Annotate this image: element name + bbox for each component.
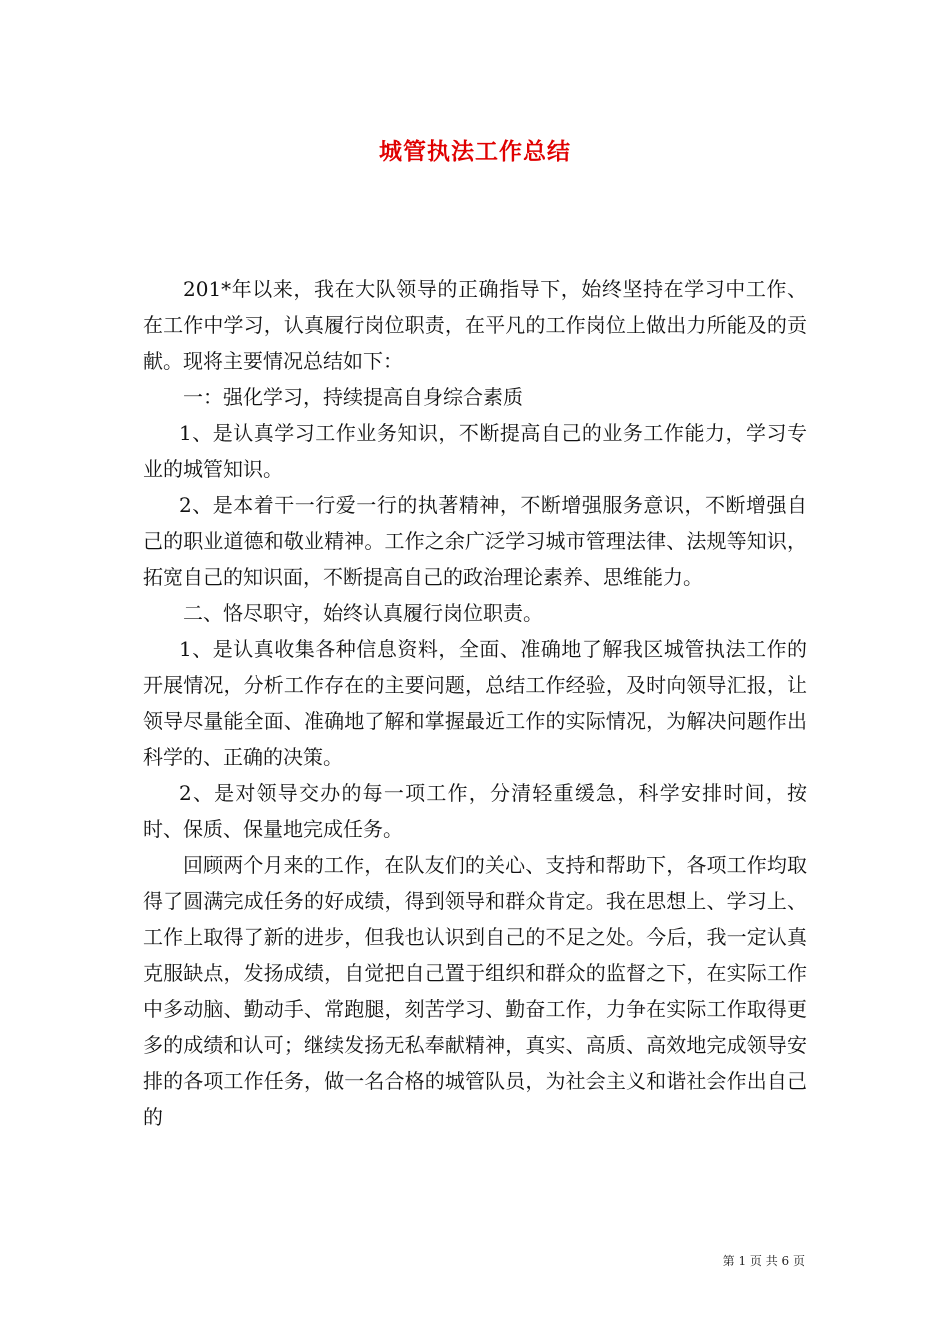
section-heading-1: 一：强化学习，持续提高自身综合素质 bbox=[183, 385, 523, 409]
paragraph-1-1: 1、是认真学习工作业务知识，不断提高自己的业务工作能力，学习专业的城管知识。 bbox=[143, 421, 807, 481]
paragraph-1-2: 2、是本着干一行爱一行的执著精神，不断增强服务意识，不断增强自己的职业道德和敬业精神。工作之余广泛学习城市管理法律、法规等知识，拓宽自己的知识面，不断提高自己的政治理论素养、思维能力。 bbox=[143, 493, 807, 589]
document-title: 城管执法工作总结 bbox=[379, 138, 571, 165]
section-heading-2: 二、恪尽职守，始终认真履行岗位职责。 bbox=[183, 601, 543, 625]
document-body bbox=[143, 271, 807, 1135]
paragraph-2-2: 2、是对领导交办的每一项工作，分清轻重缓急，科学安排时间，按时、保质、保量地完成任务。 bbox=[143, 781, 807, 841]
paragraph-conclusion: 回顾两个月来的工作，在队友们的关心、支持和帮助下，各项工作均取得了圆满完成任务的好成绩，得到领导和群众肯定。我在思想上、学习上、工作上取得了新的进步，但我也认识到自己的不足之处。今后，我一定认真克服缺点，发扬成绩，自觉把自己置于组织和群众的监督之下，在实际工作中多动脑、勤动手、常跑腿，刻苦学习、勤奋工作，力争在实际工作取得更多的成绩和认可；继续发扬无私奉献精神，真实、高质、高效地完成领导安排的各项工作任务，做一名合格的城管队员，为社会主义和谐社会作出自己的 bbox=[143, 853, 807, 1129]
paragraph-intro: 201*年以来，我在大队领导的正确指导下，始终坚持在学习中工作、在工作中学习，认真履行岗位职责，在平凡的工作岗位上做出力所能及的贡献。现将主要情况总结如下： bbox=[143, 277, 807, 373]
page-number: 第 1 页 共 6 页 bbox=[722, 1254, 805, 1268]
paragraph-2-1: 1、是认真收集各种信息资料，全面、准确地了解我区城管执法工作的开展情况，分析工作存在的主要问题，总结工作经验，及时向领导汇报，让领导尽量能全面、准确地了解和掌握最近工作的实际情况，为解决问题作出科学的、正确的决策。 bbox=[143, 637, 807, 769]
